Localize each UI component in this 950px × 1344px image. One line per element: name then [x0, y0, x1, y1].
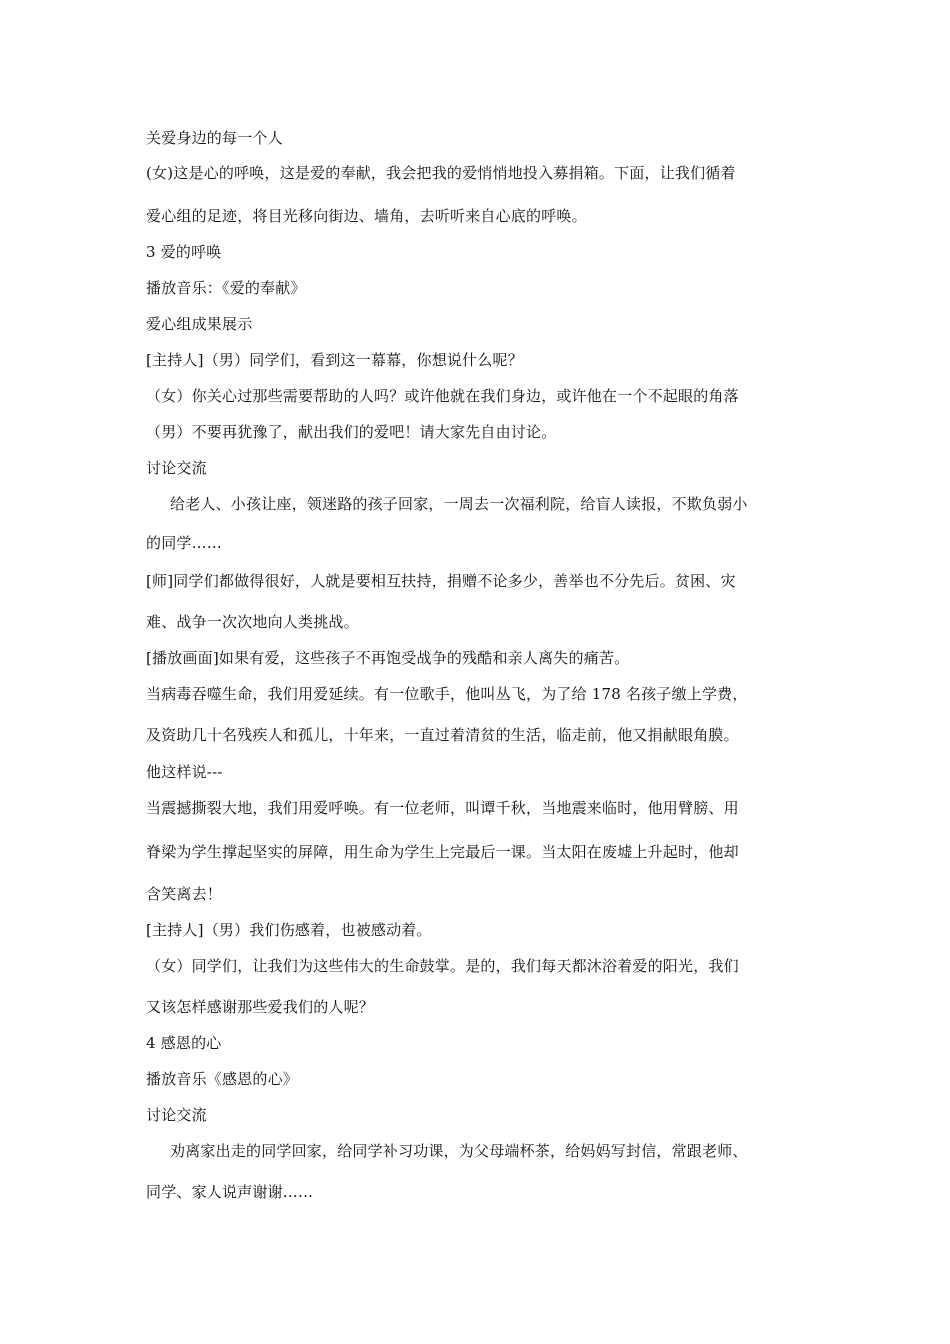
paragraph-line: [师]同学们都做得很好，人就是要相互扶持，捐赠不论多少，善举也不分先后。贫困、灾	[146, 572, 736, 590]
section-heading: 讨论交流	[146, 1106, 207, 1124]
section-heading: 讨论交流	[146, 459, 207, 477]
paragraph-line: （男）不要再犹豫了，献出我们的爱吧！请大家先自由讨论。	[146, 423, 557, 441]
paragraph-line: 他这样说---	[146, 763, 223, 781]
paragraph-line: 及资助几十名残疾人和孤儿，十年来，一直过着清贫的生活，临走前，他又捐献眼角膜。	[146, 726, 739, 744]
section-heading: 3 爱的呼唤	[146, 243, 222, 261]
paragraph-line: 给老人、小孩让座，领迷路的孩子回家，一周去一次福利院，给盲人读报，不欺负弱小	[170, 495, 748, 513]
paragraph-line: 的同学……	[146, 534, 223, 552]
paragraph-line: 含笑离去！	[146, 885, 223, 903]
paragraph-line: [播放画面]如果有爱，这些孩子不再饱受战争的残酷和亲人离失的痛苦。	[146, 649, 630, 667]
paragraph-line: [主持人]（男）我们伤感着，也被感动着。	[146, 921, 432, 939]
paragraph-line: 劝离家出走的同学回家，给同学补习功课，为父母端杯茶，给妈妈写封信，常跟老师、	[170, 1142, 748, 1160]
paragraph-line: 难、战争一次次地向人类挑战。	[146, 613, 359, 631]
section-heading: 关爱身边的每一个人	[146, 129, 283, 147]
paragraph-line: (女)这是心的呼唤，这是爱的奉献，我会把我的爱悄悄地投入募捐箱。下面，让我们循着	[146, 164, 736, 182]
paragraph-line: 播放音乐：《爱的奉献》	[146, 279, 306, 297]
paragraph-line: 当震撼撕裂大地，我们用爱呼唤。有一位老师，叫谭千秋，当地震来临时，他用臂膀、用	[146, 799, 739, 817]
paragraph-line: 又该怎样感谢那些爱我们的人呢？	[146, 998, 375, 1016]
paragraph-line: 播放音乐《感恩的心》	[146, 1070, 299, 1088]
paragraph-line: （女）同学们，让我们为这些伟大的生命鼓掌。是的，我们每天都沐浴着爱的阳光，我们	[146, 957, 739, 975]
paragraph-line: （女）你关心过那些需要帮助的人吗？或许他就在我们身边，或许他在一个不起眼的角落	[146, 387, 739, 405]
paragraph-line: 爱心组成果展示	[146, 315, 253, 333]
paragraph-line: [主持人]（男）同学们，看到这一幕幕，你想说什么呢？	[146, 351, 523, 369]
paragraph-line: 爱心组的足迹，将目光移向街边、墙角，去听听来自心底的呼唤。	[146, 207, 587, 225]
paragraph-line: 脊梁为学生撑起坚实的屏障，用生命为学生上完最后一课。当太阳在废墟上升起时，他却	[146, 843, 739, 861]
section-heading: 4 感恩的心	[146, 1034, 222, 1052]
paragraph-line: 当病毒吞噬生命，我们用爱延续。有一位歌手，他叫丛飞，为了给 178 名孩子缴上学费，	[146, 685, 748, 703]
paragraph-line: 同学、家人说声谢谢……	[146, 1183, 314, 1201]
